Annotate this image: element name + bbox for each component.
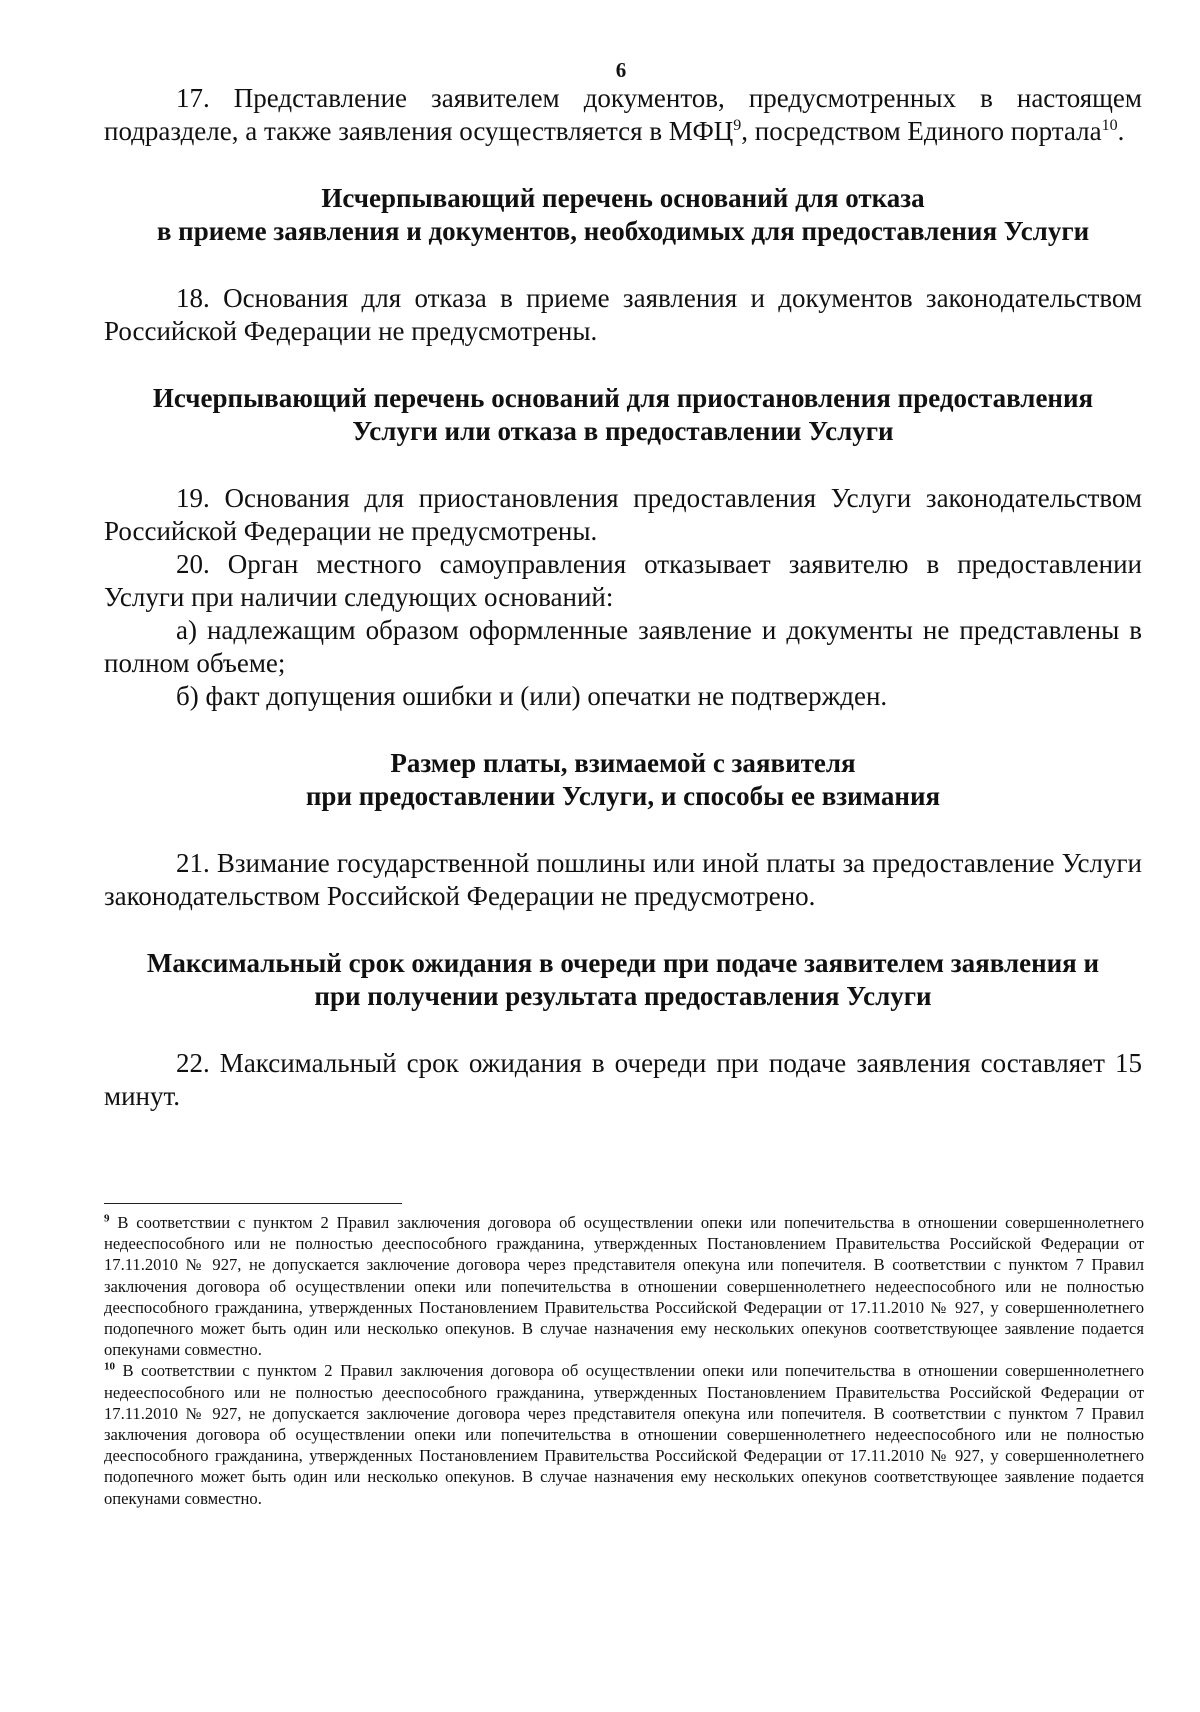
page-number: 6 — [615, 58, 627, 82]
section-heading-fee — [104, 747, 1142, 813]
paragraph-21: 21. Взимание государственной пошлины или иной платы за предоставление Услуги законодательством Российской Федерации не предусмотрено. — [104, 848, 1142, 911]
spacer — [104, 913, 1142, 947]
heading-line: Исчерпывающий перечень оснований для отказа — [321, 183, 925, 213]
footnotes — [104, 1212, 1144, 1509]
paragraph-17-text-c: . — [1117, 116, 1125, 146]
footnote-9 — [104, 1212, 1144, 1360]
paragraph-22: 22. Максимальный срок ожидания в очереди при подаче заявления составляет 15 минут. — [104, 1048, 1142, 1111]
footnote-separator — [104, 1203, 402, 1204]
footnote-text: В соответствии с пунктом 2 Правил заключения договора об осуществлении опеки или попечительства в отношении совершеннолетнего недееспособного или не полностью дееспособного гражданина, утвержденных Постановлением Правительства Российской Федерации от 17.11.2010 № 927, не допускается заключение договора через представителя опекуна или попечителя. В соответствии с пунктом 7 Правил заключения договора об осуществлении опеки или попечительства в отношении совершеннолетнего недееспособного или не полностью дееспособного гражданина, утвержденных Постановлением Правительства Российской Федерации от 17.11.2010 № 927, у совершеннолетнего подопечного может быть один или несколько опекунов. В случае назначения ему нескольких опекунов соответствующее заявление подается опекунами совместно. — [104, 1361, 1144, 1508]
heading-line: Услуги или отказа в предоставлении Услуги — [352, 416, 894, 446]
footnote-ref-10[interactable]: 10 — [1101, 117, 1118, 134]
section-heading-suspension — [104, 382, 1142, 448]
spacer — [104, 1013, 1142, 1047]
footnote-mark: 10 — [104, 1360, 115, 1373]
heading-line: Исчерпывающий перечень оснований для приостановления предоставления — [152, 383, 1094, 413]
paragraph-17-text-b: , посредством Единого портала — [741, 116, 1102, 146]
heading-line: Размер платы, взимаемой с заявителя — [390, 748, 856, 778]
heading-line: в приеме заявления и документов, необходимых для предоставления Услуги — [156, 216, 1090, 246]
heading-line: при предоставлении Услуги, и способы ее взимания — [305, 781, 941, 811]
paragraph-17 — [104, 82, 1142, 148]
spacer — [104, 248, 1142, 282]
spacer — [104, 348, 1142, 382]
footnote-text: В соответствии с пунктом 2 Правил заключения договора об осуществлении опеки или попечительства в отношении совершеннолетнего недееспособного или не полностью дееспособного гражданина, утвержденных Постановлением Правительства Российской Федерации от 17.11.2010 № 927, не допускается заключение договора через представителя опекуна или попечителя. В соответствии с пунктом 7 Правил заключения договора об осуществлении опеки или попечительства в отношении совершеннолетнего недееспособного или не полностью дееспособного гражданина, утвержденных Постановлением Правительства Российской Федерации от 17.11.2010 № 927, у совершеннолетнего подопечного может быть один или несколько опекунов. В случае назначения ему нескольких опекунов соответствующее заявление подается опекунами совместно. — [104, 1213, 1144, 1360]
main-content — [104, 82, 1142, 1113]
heading-line: Максимальный срок ожидания в очереди при подаче заявителем заявления и — [146, 948, 1100, 978]
paragraph-20-b: б) факт допущения ошибки и (или) опечатки не подтвержден. — [176, 681, 888, 711]
heading-line: при получении результата предоставления Услуги — [314, 981, 932, 1011]
footnote-10 — [104, 1360, 1144, 1508]
paragraph-18: 18. Основания для отказа в приеме заявления и документов законодательством Российской Федерации не предусмотрены. — [104, 283, 1142, 346]
footnote-ref-9[interactable]: 9 — [733, 117, 742, 134]
section-heading-waiting-time — [104, 947, 1142, 1013]
paragraph-20: 20. Орган местного самоуправления отказывает заявителю в предоставлении Услуги при наличии следующих оснований: — [104, 549, 1142, 612]
paragraph-17-text-a: 17. Представление заявителем документов, предусмотренных в настоящем подразделе, а также заявления осуществляется в МФЦ — [104, 83, 1142, 146]
paragraph-20-a: а) надлежащим образом оформленные заявление и документы не представлены в полном объеме; — [104, 615, 1142, 678]
section-heading-refusal-acceptance — [104, 182, 1142, 248]
paragraph-19: 19. Основания для приостановления предоставления Услуги законодательством Российской Федерации не предусмотрены. — [104, 483, 1142, 546]
spacer — [104, 148, 1142, 182]
spacer — [104, 713, 1142, 747]
spacer — [104, 813, 1142, 847]
spacer — [104, 448, 1142, 482]
footnote-mark: 9 — [104, 1212, 110, 1225]
